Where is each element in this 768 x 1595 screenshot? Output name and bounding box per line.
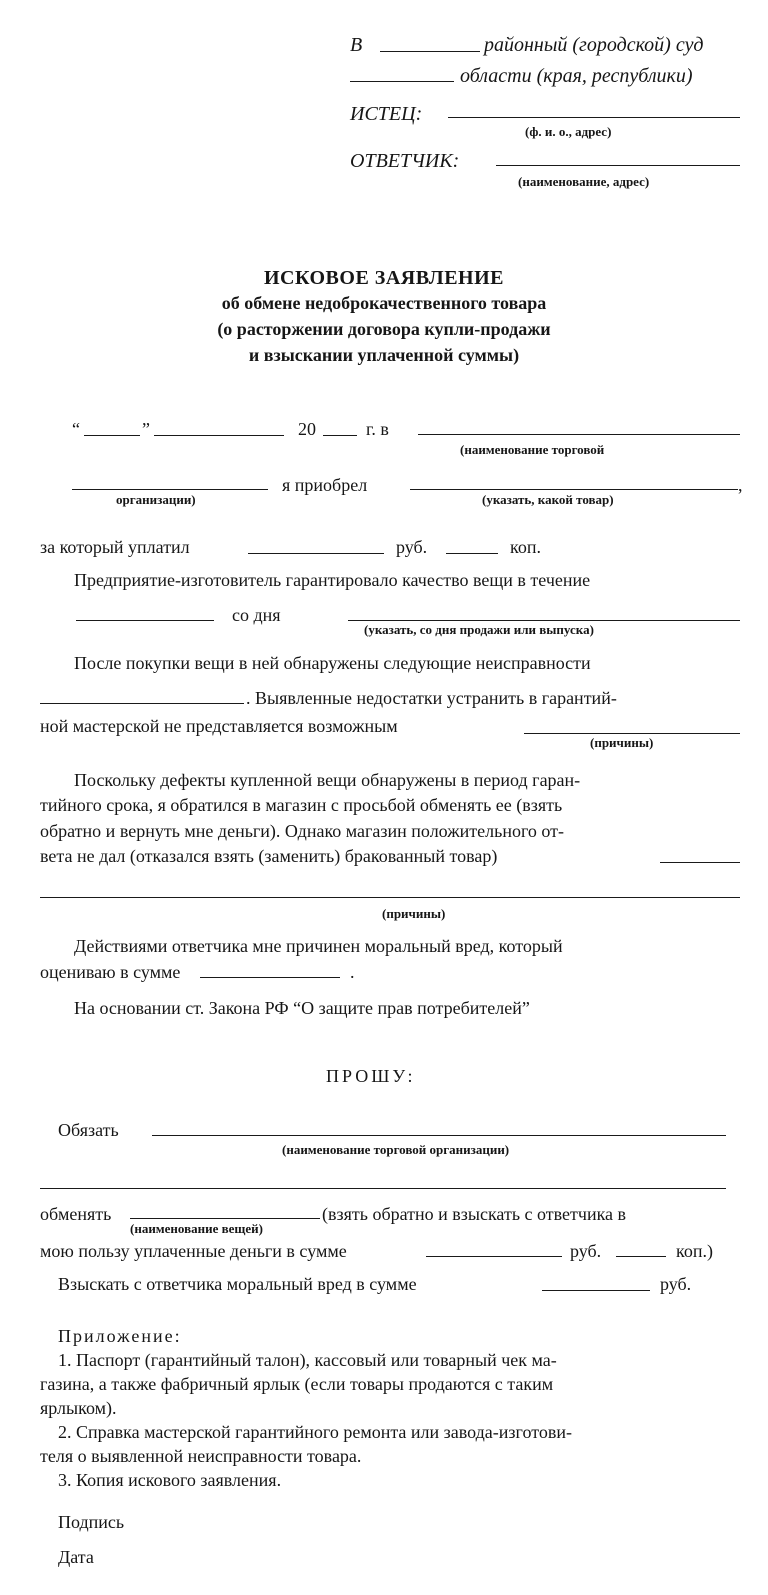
moral-request-text: Взыскать с ответчика моральный вред в сумме	[58, 1274, 417, 1294]
month-blank	[154, 435, 284, 436]
moral-request-rub: руб.	[660, 1274, 692, 1294]
para1-line3: обратно и вернуть мне деньги). Однако магазин положительного от-	[40, 821, 565, 841]
goods-blank	[410, 489, 738, 490]
doc-subtitle-2: (о расторжении договора купли-продажи	[217, 319, 551, 339]
moral-request-blank	[542, 1290, 650, 1291]
moral-period: .	[350, 962, 355, 982]
reasons-caption: (причины)	[590, 735, 654, 750]
attachment-3: 3. Копия искового заявления.	[58, 1470, 282, 1490]
oblige-text: Обязать	[58, 1120, 119, 1140]
doc-subtitle-3: и взыскании уплаченной суммы)	[248, 345, 520, 365]
oblige-org-blank	[152, 1135, 726, 1136]
year-suffix: г. в	[366, 419, 389, 439]
shop-blank	[418, 434, 740, 435]
benefit-rub-blank	[426, 1256, 562, 1257]
plaintiff-blank	[448, 117, 740, 118]
court-blank	[380, 51, 480, 52]
goods-caption: (указать, какой товар)	[482, 492, 614, 507]
attachment-2-line1: 2. Справка мастерской гарантийного ремонта или завода-изготови-	[58, 1422, 572, 1442]
paid-rub-blank	[248, 553, 384, 554]
guarantee-text: Предприятие-изготовитель гарантировало качество вещи в течение	[74, 570, 591, 590]
things-blank	[130, 1218, 320, 1219]
date-label: Дата	[58, 1547, 94, 1567]
benefit-kop-blank	[616, 1256, 666, 1257]
paid-kop: коп.	[510, 537, 541, 557]
shop-caption: (наименование торговой	[460, 442, 605, 457]
quote-close: ”	[142, 419, 150, 439]
plaintiff-label: ИСТЕЦ:	[350, 103, 423, 125]
benefit-rub: руб.	[570, 1241, 602, 1261]
para1-line2: тийного срока, я обратился в магазин с просьбой обменять ее (взять	[40, 795, 563, 815]
attachments-heading: Приложение:	[58, 1326, 182, 1346]
region-blank	[350, 81, 454, 82]
attachment-2-line2: теля о выявленной неисправности товара.	[40, 1446, 362, 1466]
defendant-label: ОТВЕТЧИК:	[350, 150, 460, 172]
court-suffix: районный (городской) суд	[484, 34, 704, 56]
doc-subtitle-1: об обмене недоброкачественного товара	[221, 293, 547, 313]
benefit-text: мою пользу уплаченные деньги в сумме	[40, 1241, 347, 1261]
quote-open: “	[72, 419, 80, 439]
year-blank	[323, 435, 357, 436]
workshop-reason-blank	[524, 733, 740, 734]
reasons-caption-2: (причины)	[382, 906, 446, 921]
attachment-1-line1: 1. Паспорт (гарантийный талон), кассовый или товарный чек ма-	[58, 1350, 557, 1370]
from-day-text: со дня	[232, 605, 281, 625]
moral-line1: Действиями ответчика мне причинен моральный вред, который	[74, 936, 563, 956]
refusal-blank-2	[40, 897, 740, 898]
request-heading: ПРОШУ:	[326, 1066, 416, 1086]
region-suffix: области (края, республики)	[460, 65, 693, 87]
request-org-caption: (наименование торговой организации)	[282, 1142, 510, 1157]
from-day-caption: (указать, со дня продажи или выпуска)	[364, 622, 594, 637]
bought-text: я приобрел	[282, 475, 368, 495]
court-prefix: В	[350, 34, 363, 56]
exchange-cont: (взять обратно и взыскать с ответчика в	[322, 1204, 627, 1224]
guarantee-term-blank	[76, 620, 214, 621]
benefit-kop: коп.)	[676, 1241, 713, 1261]
plaintiff-caption: (ф. и. о., адрес)	[525, 124, 612, 139]
attachment-1-line2: газина, а также фабричный ярлык (если товары продаются с таким	[40, 1374, 554, 1394]
paid-text: за который уплатил	[40, 537, 190, 557]
defendant-caption: (наименование, адрес)	[518, 174, 650, 189]
day-blank	[84, 435, 140, 436]
workshop-text: ной мастерской не представляется возможным	[40, 716, 398, 736]
signature-label: Подпись	[58, 1512, 125, 1532]
from-day-blank	[348, 620, 740, 621]
moral-line2: оцениваю в сумме	[40, 962, 181, 982]
defects-blank	[40, 703, 244, 704]
moral-sum-blank	[200, 977, 340, 978]
paid-kop-blank	[446, 553, 498, 554]
paid-rub: руб.	[396, 537, 428, 557]
comma: ,	[738, 475, 743, 495]
refusal-blank-1	[660, 862, 740, 863]
exchange-text: обменять	[40, 1204, 112, 1224]
defendant-blank	[496, 165, 740, 166]
year-prefix: 20	[298, 419, 316, 439]
defects-cont: . Выявленные недостатки устранить в гарантий-	[246, 688, 617, 708]
para1-line4: вета не дал (отказался взять (заменить) бракованный товар)	[40, 846, 498, 866]
para1-line1: Поскольку дефекты купленной вещи обнаружены в период гаран-	[74, 770, 581, 790]
things-caption: (наименование вещей)	[130, 1221, 263, 1236]
org-caption: организации)	[116, 492, 196, 507]
defects-text: После покупки вещи в ней обнаружены следующие неисправности	[74, 653, 591, 673]
org-blank	[72, 489, 268, 490]
oblige-org-blank-2	[40, 1188, 726, 1189]
doc-title: ИСКОВОЕ ЗАЯВЛЕНИЕ	[263, 267, 504, 289]
law-text: На основании ст. Закона РФ “О защите прав потребителей”	[74, 998, 530, 1018]
attachment-1-line3: ярлыком).	[40, 1398, 117, 1418]
